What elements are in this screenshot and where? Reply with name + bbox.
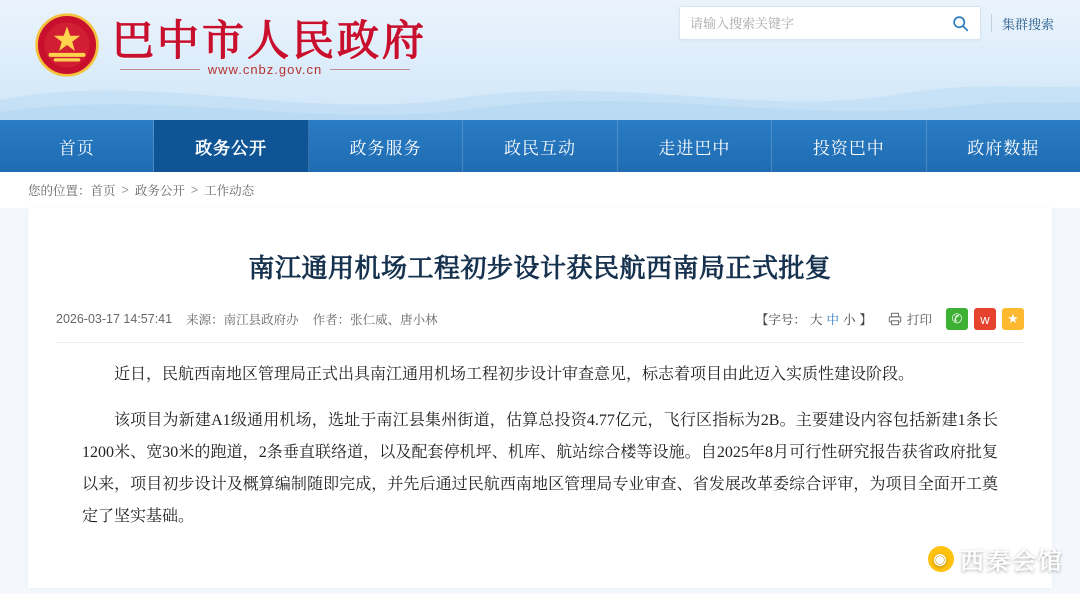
- printer-icon: [888, 312, 902, 326]
- font-size-control: [754, 310, 874, 328]
- nav-item-invest-bazhong[interactable]: 投资巴中: [772, 120, 926, 172]
- search-icon: [952, 15, 969, 32]
- search-divider: [991, 14, 992, 32]
- nav-item-government-data[interactable]: 政府数据: [967, 138, 1040, 158]
- font-size-close: 】: [859, 313, 872, 328]
- main-navigation: [0, 120, 1080, 172]
- search-box[interactable]: [679, 6, 981, 40]
- search-area: [679, 6, 1054, 40]
- font-size-large[interactable]: 大: [809, 313, 823, 328]
- article-body: [28, 343, 1052, 533]
- search-button[interactable]: [942, 8, 980, 38]
- article-author: [313, 310, 438, 328]
- watermark: [928, 541, 1064, 576]
- content-background: [0, 208, 1080, 594]
- article-meta-left: [56, 310, 438, 328]
- nav-item-government-services[interactable]: 政务服务: [309, 120, 463, 172]
- nav-item-home[interactable]: 首页: [0, 120, 154, 172]
- nav-item-government-affairs-disclosure[interactable]: 政务公开: [154, 120, 308, 172]
- font-size-medium[interactable]: 中: [826, 313, 839, 328]
- watermark-text: 西秦会馆: [960, 548, 1064, 575]
- wechat-share-icon[interactable]: ✆: [946, 308, 968, 330]
- nav-item-about-bazhong[interactable]: 走进巴中: [618, 120, 772, 172]
- breadcrumb: [0, 172, 1080, 208]
- url-line-right: [330, 69, 410, 70]
- breadcrumb-prefix: 您的位置：: [28, 184, 91, 198]
- breadcrumb-item-home[interactable]: 首页: [90, 184, 116, 198]
- article-paragraph: 近日，民航西南地区管理局正式出具南江通用机场工程初步设计审查意见，标志着项目由此迈入实质性建设阶段。: [114, 366, 915, 384]
- url-line-left: [120, 69, 200, 70]
- article-author-label: 作者：: [312, 313, 351, 328]
- print-button[interactable]: [888, 310, 932, 328]
- article-date: 2026-03-17 14:57:41: [56, 312, 173, 327]
- print-label: 打印: [906, 313, 932, 328]
- article-source-label: 来源：: [186, 313, 224, 328]
- site-title: 巴中市人民政府: [112, 19, 428, 65]
- breadcrumb-item-disclosure[interactable]: 政务公开: [134, 184, 185, 198]
- article-author-value: 张仁威、唐小林: [350, 313, 438, 328]
- breadcrumb-item-work-updates[interactable]: 工作动态: [204, 184, 255, 198]
- article-meta: [56, 308, 1024, 343]
- site-header: [0, 0, 1080, 120]
- article-source-value: 南江县政府办: [223, 313, 299, 328]
- font-size-label: 【字号：: [755, 313, 806, 328]
- article-meta-right: [754, 308, 1024, 330]
- site-url-row: [120, 62, 410, 77]
- article-paragraph: 该项目为新建A1级通用机场，选址于南江县集州街道，估算总投资4.77亿元，飞行区指标为2B。主要建设内容包括新建1条长1200米、宽30米的跑道，2条垂直联络道，以及配套停机坪、机库、航站综合楼等设施。自2025年8月可行性研究报告获省政府批复以来，项目初步设计及概算编制随即完成，并先后通过民航西南地区管理局专业审查、省发展改革委综合评审，为项目全面开工奠定了坚实基础。: [82, 412, 998, 526]
- national-emblem-icon: [34, 12, 100, 78]
- share-icons: [946, 308, 1024, 330]
- search-input[interactable]: [680, 16, 942, 31]
- site-url: www.cnbz.gov.cn: [207, 62, 323, 77]
- article-container: [28, 208, 1052, 588]
- qzone-share-icon[interactable]: ★: [1002, 308, 1024, 330]
- breadcrumb-separator-1: >: [121, 183, 129, 197]
- breadcrumb-separator-2: >: [190, 183, 199, 197]
- weibo-share-icon[interactable]: w: [974, 308, 996, 330]
- article-source: [186, 310, 299, 328]
- article-title: 南江通用机场工程初步设计获民航西南局正式批复: [248, 253, 832, 283]
- cluster-search-link[interactable]: 集群搜索: [1001, 16, 1054, 32]
- watermark-badge-icon: ◉: [928, 546, 954, 572]
- nav-item-citizen-interaction[interactable]: 政民互动: [463, 120, 617, 172]
- font-size-small[interactable]: 小: [842, 313, 856, 328]
